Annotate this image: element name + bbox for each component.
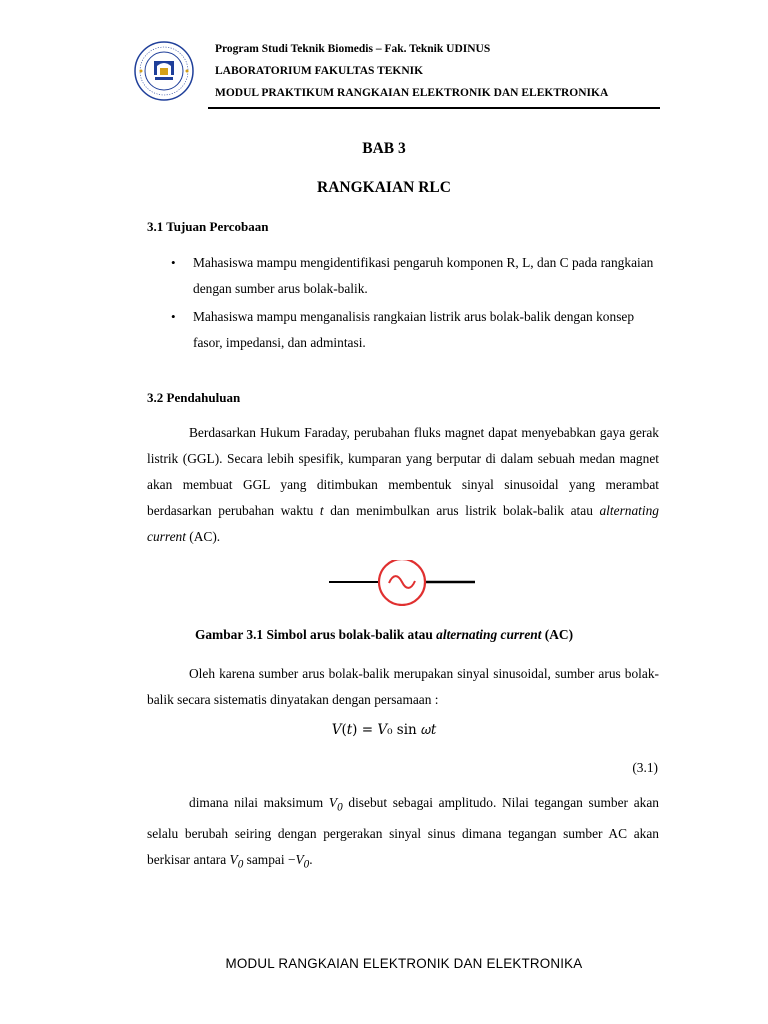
time-variable: t (319, 503, 324, 518)
header-module: MODUL PRAKTIKUM RANGKAIAN ELEKTRONIK DAN ELEKTRONIKA (215, 87, 609, 99)
amplitude-text: disebut sebagai amplitudo. Nilai tegangan sumber akan selalu berubah seiring dengan pergerakan sinyal sinus dimana tegangan sumber AC akan berkisar antara (147, 795, 659, 867)
v0-symbol: V (229, 851, 238, 867)
alternating-current-term: alternating current (147, 503, 659, 544)
udinus-seal-logo-icon (133, 40, 195, 102)
section-heading-pendahuluan: 3.2 Pendahuluan (147, 390, 241, 405)
intro-paragraph (147, 420, 659, 550)
header-lab: LABORATORIUM FAKULTAS TEKNIK (215, 65, 424, 77)
amplitude-text: . (309, 851, 313, 867)
intro-text: dan menimbulkan arus listrik bolak-balik atau (323, 503, 600, 518)
objective-text: Mahasiswa mampu mengidentifikasi pengaruh komponen R, L, dan C pada rangkaian dengan sumber arus bolak-balik. (193, 255, 654, 296)
equation: 𝑉(𝑡) = 𝑉₀ sin 𝜔𝑡 (331, 722, 437, 738)
v0-subscript: 0 (303, 858, 310, 871)
page-header (130, 38, 660, 138)
amplitude-paragraph (147, 790, 659, 877)
bullet-icon: • (171, 309, 176, 324)
ac-source-symbol-icon (327, 560, 477, 606)
amplitude-text: dimana nilai maksimum (189, 795, 329, 810)
caption-text: (AC) (541, 627, 574, 642)
list-item (171, 304, 661, 356)
intro-text: (AC). (185, 529, 221, 544)
equation-number: (3.1) (632, 760, 658, 775)
intro-text: Berdasarkan Hukum Faraday, perubahan fluks magnet dapat menyebabkan gaya gerak listrik (GGL). Secara lebih spesifik, kumparan yang berputar di dalam sebuah medan magnet akan membuat GGL yang ditimbukan membentuk sinyal sinusoidal yang merambat berdasarkan perubahan waktu (147, 425, 659, 518)
v0-subscript: 0 (337, 801, 343, 814)
bullet-icon: • (171, 255, 176, 270)
chapter-number: BAB 3 (362, 140, 406, 157)
section-heading-tujuan: 3.1 Tujuan Percobaan (147, 219, 269, 234)
chapter-title: RANGKAIAN RLC (317, 179, 451, 196)
v0-subscript: 0 (237, 858, 244, 871)
caption-italic: alternating current (436, 627, 542, 642)
objective-text: Mahasiswa mampu menganalisis rangkaian listrik arus bolak-balik dengan konsep fasor, impedansi, dan admintasi. (193, 309, 635, 350)
objectives-list (171, 250, 661, 356)
header-program: Program Studi Teknik Biomedis – Fak. Teknik UDINUS (215, 43, 491, 55)
header-rule (208, 107, 660, 109)
equation-intro-paragraph (147, 661, 659, 713)
v0-symbol: V (295, 851, 304, 867)
figure-caption (0, 627, 768, 643)
v0-symbol: V (328, 795, 338, 810)
amplitude-text: sampai − (243, 851, 296, 867)
caption-text: Gambar 3.1 Simbol arus bolak-balik atau (194, 627, 437, 642)
equation-intro-text: Oleh karena sumber arus bolak-balik merupakan sinyal sinusoidal, sumber arus bolak-balik secara sistematis dinyatakan dengan persamaan : (147, 666, 659, 707)
page-footer: MODUL RANGKAIAN ELEKTRONIK DAN ELEKTRONIKA (225, 956, 583, 971)
list-item (171, 250, 661, 302)
